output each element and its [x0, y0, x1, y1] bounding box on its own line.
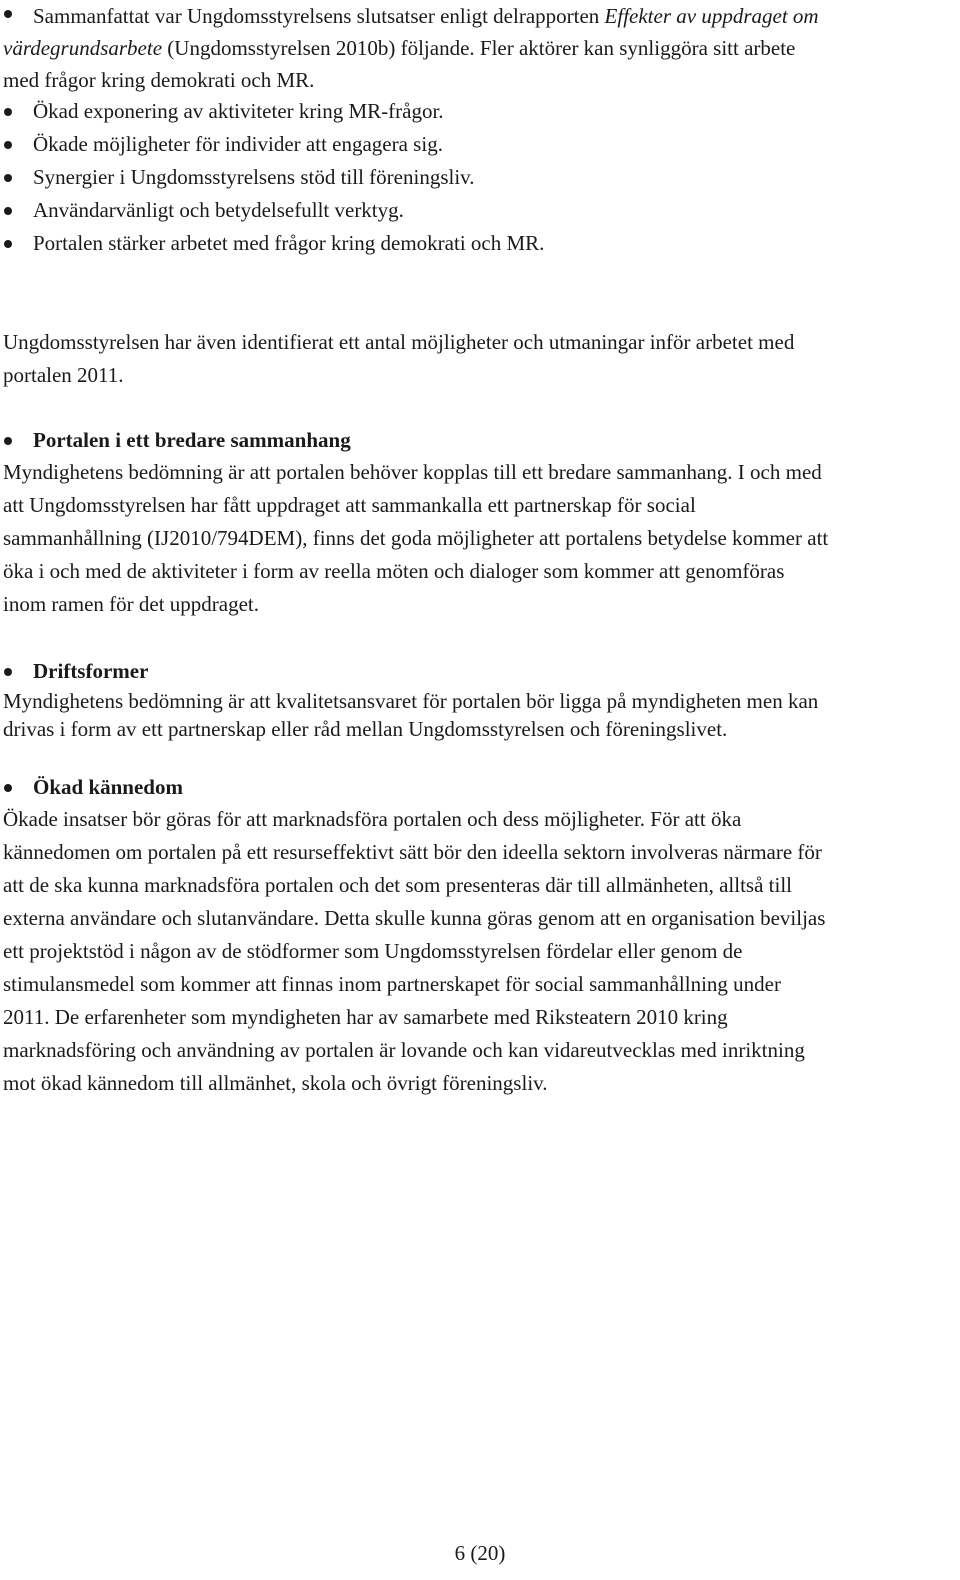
paragraph-line: kännedomen om portalen på ett resurseffektivt sätt bör den ideella sektorn involveras närmare för	[3, 840, 822, 864]
section-body	[0, 803, 955, 1100]
paragraph-line: Myndighetens bedömning är att portalen behöver kopplas till ett bredare sammanhang. I och med	[3, 460, 822, 484]
bullet-icon	[4, 108, 12, 116]
paragraph-line: portalen 2011.	[3, 363, 124, 387]
paragraph-line: Ungdomsstyrelsen har även identifierat ett antal möjligheter och utmaningar inför arbetet med	[3, 330, 795, 354]
list-item	[0, 194, 945, 227]
list-item-text: Ökade möjligheter för individer att engagera sig.	[33, 132, 443, 156]
paragraph-line: Myndighetens bedömning är att kvalitetsansvaret för portalen bör ligga på myndigheten men kan	[3, 689, 819, 713]
section-body	[0, 456, 955, 621]
section-body	[0, 687, 955, 743]
bullet-icon	[4, 240, 12, 248]
paragraph-line: ett projektstöd i någon av de stödformer som Ungdomsstyrelsen fördelar eller genom de	[3, 939, 743, 963]
paragraph-line: marknadsföring och användning av portalen är lovande och kan vidareutvecklas med inriktning	[3, 1038, 805, 1062]
intro-line-2	[0, 32, 945, 64]
section-heading	[0, 771, 955, 803]
section-title: Ökad kännedom	[33, 775, 183, 799]
intro-text-after-italic: (Ungdomsstyrelsen 2010b) följande. Fler aktörer kan synliggöra sitt arbete	[162, 36, 796, 60]
section-okad-kannedom	[0, 771, 955, 1100]
section-driftsformer	[0, 655, 955, 743]
list-item-text: Användarvänligt och betydelsefullt verktyg.	[33, 198, 404, 222]
paragraph-line: att Ungdomsstyrelsen har fått uppdraget att sammankalla ett partnerskap för social	[3, 493, 696, 517]
paragraph-line: mot ökad kännedom till allmänhet, skola och övrigt föreningsliv.	[3, 1071, 548, 1095]
paragraph-line: sammanhållning (IJ2010/794DEM), finns det goda möjligheter att portalens betydelse kommer att	[3, 526, 829, 550]
list-item-text: Synergier i Ungdomsstyrelsens stöd till föreningsliv.	[33, 165, 475, 189]
intro-italic-title-2: värdegrundsarbete	[3, 36, 163, 60]
intro-bullet	[0, 0, 945, 96]
intro-line-1	[0, 0, 945, 32]
intro-text-line-3: med frågor kring demokrati och MR.	[3, 68, 315, 92]
bullet-icon	[4, 10, 12, 18]
section-title: Driftsformer	[33, 659, 149, 683]
bullet-icon	[4, 207, 12, 215]
section-title: Portalen i ett bredare sammanhang	[33, 428, 351, 452]
list-item-text: Portalen stärker arbetet med frågor kring demokrati och MR.	[33, 231, 545, 255]
list-item	[0, 128, 945, 161]
bullet-icon	[4, 784, 12, 792]
page-number: 6 (20)	[454, 1541, 506, 1565]
paragraph-line: drivas i form av ett partnerskap eller råd mellan Ungdomsstyrelsen och föreningslivet.	[3, 717, 728, 741]
paragraph-line: 2011. De erfarenheter som myndigheten har av samarbete med Riksteatern 2010 kring	[3, 1005, 728, 1029]
list-item	[0, 95, 945, 128]
paragraph-line: Ökade insatser bör göras för att marknadsföra portalen och dess möjligheter. För att öka	[3, 807, 742, 831]
list-item-text: Ökad exponering av aktiviteter kring MR-frågor.	[33, 99, 444, 123]
paragraph-line: stimulansmedel som kommer att finnas inom partnerskapet för social sammanhållning under	[3, 972, 781, 996]
section-portalen-sammanhang	[0, 424, 955, 621]
paragraph-line: att de ska kunna marknadsföra portalen och det som presenteras där till allmänheten, alltså till	[3, 873, 792, 897]
intro-text-before-italic: Sammanfattat var Ungdomsstyrelsens slutsatser enligt delrapporten	[33, 4, 605, 28]
bullet-icon	[4, 668, 12, 676]
intro-italic-title-1: Effekter av uppdraget om	[604, 4, 819, 28]
benefits-list	[0, 95, 945, 260]
section-heading	[0, 655, 955, 687]
section-heading	[0, 424, 955, 456]
paragraph-line: inom ramen för det uppdraget.	[3, 592, 259, 616]
bullet-icon	[4, 141, 12, 149]
paragraph-line: öka i och med de aktiviteter i form av reella möten och dialoger som kommer att genomföras	[3, 559, 785, 583]
intro-paragraph	[3, 326, 948, 392]
bullet-icon	[4, 437, 12, 445]
list-item	[0, 227, 945, 260]
intro-line-3	[0, 64, 945, 96]
paragraph-line: externa användare och slutanvändare. Detta skulle kunna göras genom att en organisation beviljas	[3, 906, 826, 930]
bullet-icon	[4, 174, 12, 182]
list-item	[0, 161, 945, 194]
